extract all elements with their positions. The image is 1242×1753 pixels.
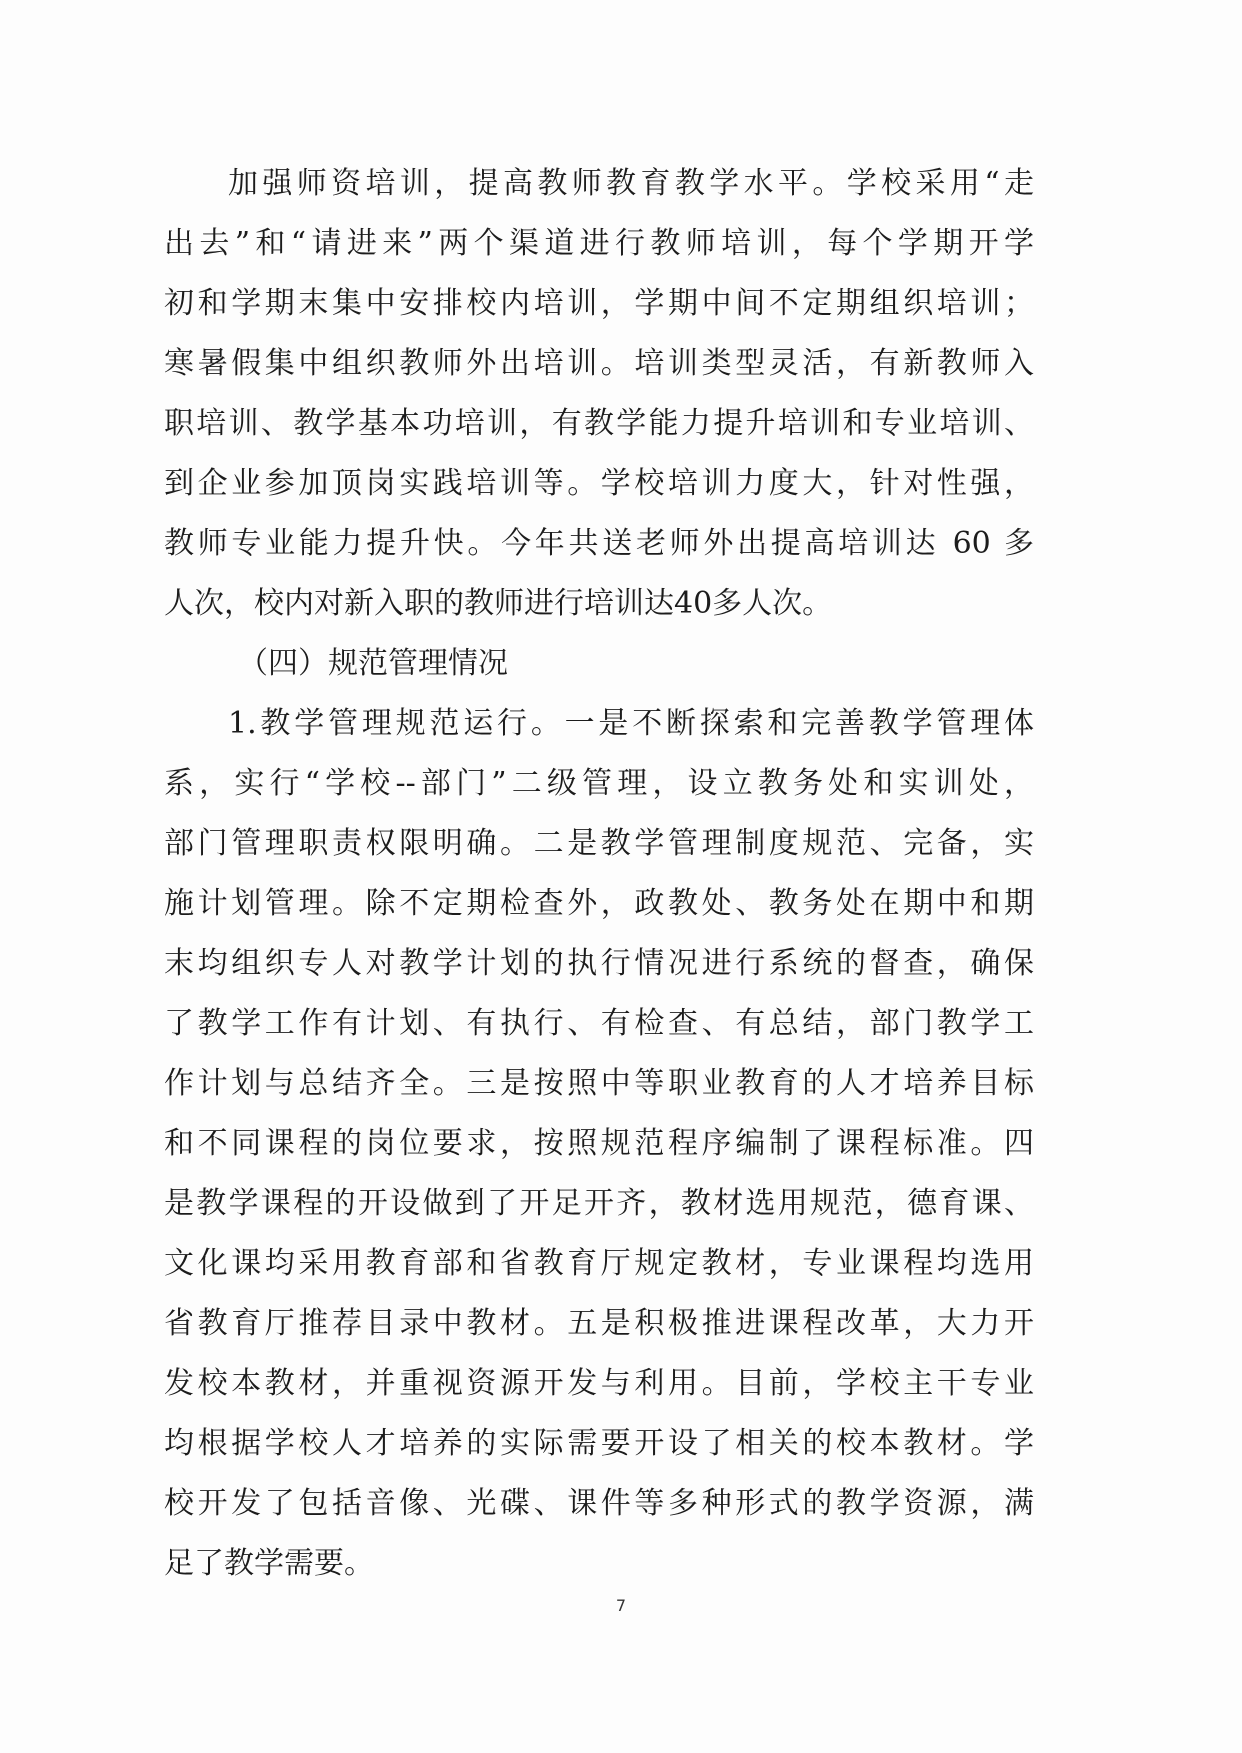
- paragraph-line: 发校本教材，并重视资源开发与利用。目前，学校主干专业: [164, 1366, 1034, 1401]
- paragraph-teacher-training: [164, 154, 1034, 634]
- paragraph-line: 出去”和“请进来”两个渠道进行教师培训，每个学期开学: [164, 226, 1034, 261]
- paragraph-line: 职培训、教学基本功培训，有教学能力提升培训和专业培训、: [164, 406, 1034, 441]
- paragraph-line: 和不同课程的岗位要求，按照规范程序编制了课程标准。四: [164, 1126, 1034, 1161]
- paragraph-line: 到企业参加顶岗实践培训等。学校培训力度大，针对性强，: [164, 466, 1034, 501]
- paragraph-line: 了教学工作有计划、有执行、有检查、有总结，部门教学工: [164, 1006, 1034, 1041]
- paragraph-line: 1.教学管理规范运行。一是不断探索和完善教学管理体: [228, 706, 1034, 741]
- paragraph-line: 文化课均采用教育部和省教育厅规定教材，专业课程均选用: [164, 1246, 1034, 1281]
- paragraph-line: 寒暑假集中组织教师外出培训。培训类型灵活，有新教师入: [164, 346, 1034, 381]
- paragraph-line: 人次，校内对新入职的教师进行培训达40多人次。: [164, 586, 833, 621]
- paragraph-line: 系，实行“学校--部门”二级管理，设立教务处和实训处，: [164, 766, 1034, 801]
- paragraph-line: 教师专业能力提升快。今年共送老师外出提高培训达 60 多: [164, 526, 1034, 561]
- paragraph-line: 校开发了包括音像、光碟、课件等多种形式的教学资源，满: [164, 1486, 1034, 1521]
- page-number: 7: [615, 1596, 627, 1615]
- paragraph-line: 初和学期末集中安排校内培训，学期中间不定期组织培训；: [164, 286, 1034, 321]
- paragraph-line: 是教学课程的开设做到了开足开齐，教材选用规范，德育课、: [164, 1186, 1034, 1221]
- paragraph-line: 加强师资培训，提高教师教育教学水平。学校采用“走: [228, 166, 1034, 201]
- paragraph-line: 均根据学校人才培养的实际需要开设了相关的校本教材。学: [164, 1426, 1034, 1461]
- paragraph-line: 部门管理职责权限明确。二是教学管理制度规范、完备，实: [164, 826, 1034, 861]
- paragraph-line: 施计划管理。除不定期检查外，政教处、教务处在期中和期: [164, 886, 1034, 921]
- paragraph-line: 省教育厅推荐目录中教材。五是积极推进课程改革，大力开: [164, 1306, 1034, 1341]
- paragraph-line: 作计划与总结齐全。三是按照中等职业教育的人才培养目标: [164, 1066, 1034, 1101]
- paragraph-teaching-management: [164, 694, 1034, 1594]
- section-heading: （四）规范管理情况: [238, 646, 508, 681]
- paragraph-line: 足了教学需要。: [164, 1546, 374, 1581]
- paragraph-line: 末均组织专人对教学计划的执行情况进行系统的督查，确保: [164, 946, 1034, 981]
